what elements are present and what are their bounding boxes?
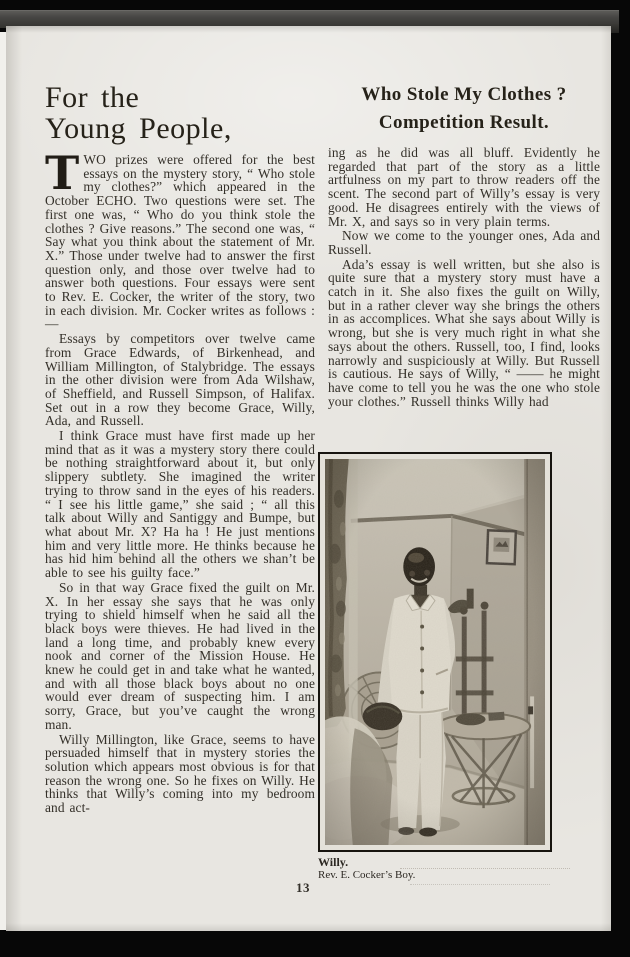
right-paragraph-2: Now we come to the younger ones, Ada and Russell.: [328, 228, 600, 257]
left-paragraph-1-text: WO prizes were offered for the best essays on the mystery story, “ Who stole my clothes?” which appeared in the October ECHO. Two questions were set. The first one was, “ Who do you think stole the clothes ? Give reasons.” The second one was, “ Say what you think about the statement of Mr. X.” Those under twelve had to answer the first question only, and those over twelve had to answer both questions. Four essays were sent to Rev. E. Cocker, the writer of the story, two in each division. Mr. Cocker writes as follows :—: [45, 152, 315, 332]
photo-willy-image: [325, 459, 545, 845]
photo-caption-subtitle: Rev. E. Cocker’s Boy.: [318, 869, 416, 881]
pencil-marks: [400, 868, 570, 869]
photo-caption: [318, 856, 552, 882]
page-title-line1: For the: [45, 81, 140, 114]
left-paragraph-4: So in that way Grace fixed the guilt on Mr. X. In her essay she says that he was only trying to shield himself when he said all the black boys were thieves. He had lived in the land a long time, and probably knew every nook and corner of the Mission House. He knew he could get in and take what he wanted, and with all those black boys about no one would ever dream of suspecting him. I am sorry, Grace, but you’ve caught the wrong man.: [45, 579, 315, 732]
page-number: 13: [296, 880, 310, 895]
article-heading-line1: Who Stole My Clothes ?: [361, 84, 567, 105]
left-paragraph-2: Essays by competitors over twelve came from Grace Edwards, of Birkenhead, and William Millington, of Stalybridge. The essays in the other division were from Ada Wilshaw, of Sheffield, and Russell Simpson, of Halifax. Set out in a row they become Grace, Willy, Ada, and Russell.: [45, 331, 315, 429]
article-heading: [328, 84, 600, 134]
left-column: [45, 82, 315, 815]
photo-frame: [318, 452, 552, 852]
page-title: [45, 82, 315, 144]
pencil-marks: [410, 884, 550, 885]
right-paragraph-1: ing as he did was all bluff. Evidently he regarded that part of the story as a little artfulness on my part to throw readers off the scent. The second part of Willy’s essay is very good. He disagrees entirely with the views of Mr. X, and says so in very plain terms.: [328, 145, 600, 229]
photo-caption-title: Willy.: [318, 855, 349, 869]
drop-cap: T: [45, 146, 80, 200]
left-paragraph-1: [45, 146, 315, 332]
page-title-line2: Young People,: [45, 112, 232, 145]
left-paragraph-3: I think Grace must have first made up her mind that as it was a mystery story there could be nothing straightforward about it, but only slippery subtlety. She imagined the writer trying to throw sand in the eyes of his readers. “ I see his little game,” she said ; “ all this talk about Willy and Santiggy and Bumpe, but what about Mr. X? Ha ha ! He just mentions him and very little more. He thinks because he has hid him behind all the others we shan’t be able to see his guilty face.”: [45, 428, 315, 581]
left-paragraph-5: Willy Millington, like Grace, seems to have persuaded himself that in mystery stories the solution which appears most obvious is for that reason the wrong one. So he fixes on Willy. He thinks that Willy’s coming into my bedroom and act-: [45, 731, 315, 816]
article-heading-line2: Competition Result.: [378, 112, 550, 133]
photo-willy: [318, 452, 552, 882]
magazine-page: [6, 26, 611, 931]
right-paragraph-3: Ada’s essay is well written, but she also is quite sure that a mystery story must have a catch in it. She also fixes the guilt on Willy, but in a rather clever way she brings the others in as accomplices. What she says about Willy is wrong, but she is very much right in what she says about the others. Russell, too, I find, looks narrowly and suspiciously at Willy. But Russell is cautious. He says of Willy, “ —— he might have come to tell you he was the one who stole your clothes.” Russell thinks Willy had: [328, 256, 600, 409]
right-column: [328, 84, 600, 408]
